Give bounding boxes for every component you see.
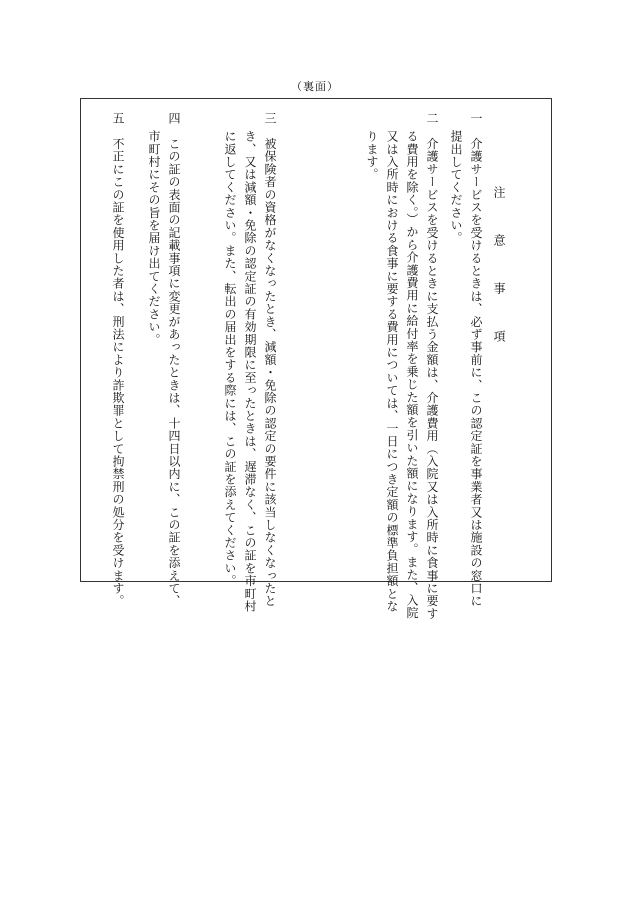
item-3-number: 三 [263,112,277,125]
item-1-line-1: 一 介護サービスを受けるときは、必ず事前に、この認定証を事業者又は施設の窓口に [469,112,483,608]
notice-item-5 [106,112,128,608]
item-4-line-2: 市町村にその旨を届け出てください。 [147,130,161,346]
item-2-line-1: 二 介護サービスを受けるときに支払う金額は、介護費用（入院又は入所時に食事に要す [425,112,439,621]
item-3-line-3: に返してください。また、転出の届出をする際には、この証を添えてください。 [223,130,237,588]
notice-item-4 [142,112,184,608]
item-5-line-1: 五 不正にこの証を使用した者は、刑法により詐欺罪として拘禁刑の処分を受けます。 [111,112,125,608]
item-1-number: 一 [469,112,483,125]
notice-title: 注 意 事 項 [492,186,506,354]
item-2-line-3: 又は入所時における食事に要する費用については、一日につき定額の標準負担額とな [385,130,399,613]
item-3-line-2: き、又は減額・免除の認定証の有効期限に至ったときは、遅滞なく、この証を市町村 [243,130,257,613]
notice-item-1 [446,112,486,608]
item-4-number: 四 [167,112,181,125]
notice-item-3 [198,112,280,613]
item-2-number: 二 [425,112,439,125]
item-2-line-2: る費用を除く。）から介護費用に給付率を乗じた額を引いた額になります。また、入院 [405,130,419,620]
notice-item-2 [360,112,442,621]
item-2-line-4: ります。 [365,130,379,181]
item-1-line-2: 提出してください。 [449,130,463,245]
item-4-line-1: 四 この証の表面の記載事項に変更があったときは、十四日以内に、この証を添えて、 [167,112,181,608]
item-3-line-1: 三 被保険者の資格がなくなったとき、減額・免除の認定の要件に該当しなくなったと [263,112,277,608]
item-5-number: 五 [111,112,125,125]
page-heading: （裏面） [291,80,339,93]
